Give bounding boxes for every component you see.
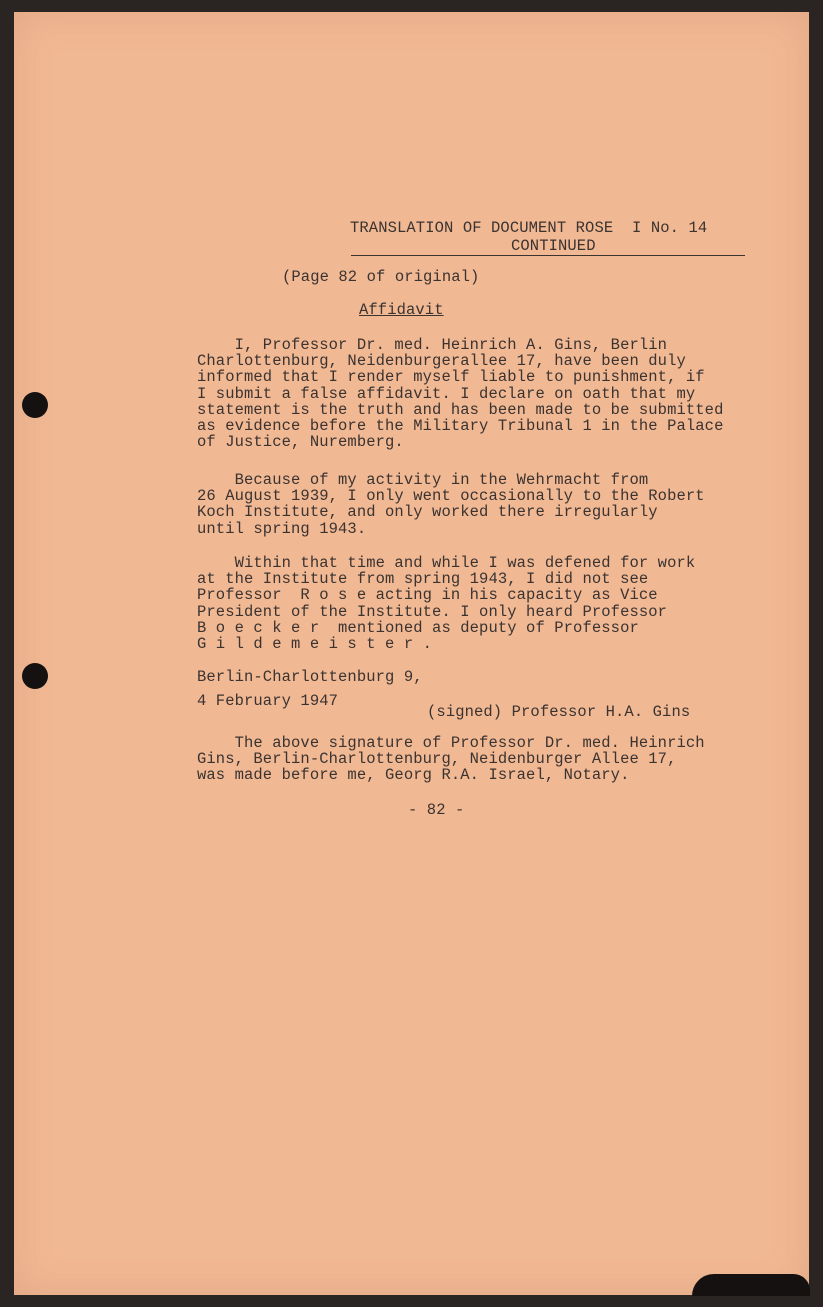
paragraph-institute: Within that time and while I was defened for work at the Institute from spring 1943, I did not see Professor R o s e acting in his capacity as Vice President of the Institute. I only heard Professor B o e c k e r mentioned as deputy of Professor G i l d e m e i s t e r . — [197, 554, 696, 654]
paragraph-wehrmacht-activity: Because of my activity in the Wehrmacht from 26 August 1939, I only went occasionally to the Robert Koch Institute, and only worked there irregularly until spring 1943. — [197, 471, 705, 538]
date-line: 4 February 1947 — [197, 692, 339, 710]
corner-damage — [692, 1274, 810, 1296]
affidavit-title: Affidavit — [359, 301, 444, 319]
paragraph-declaration: I, Professor Dr. med. Heinrich A. Gins, Berlin Charlottenburg, Neidenburgerallee 17, have been duly informed that I render myself liable to punishment, if I submit a false affidavit. I declare on oath that my statement is the truth and has been made to be submitted as evidence before the Military Tribunal 1 in the Palace of Justice, Nuremberg. — [197, 336, 724, 452]
punch-hole-upper — [22, 392, 48, 418]
page-number: - 82 - — [408, 801, 465, 819]
signature-line: (signed) Professor H.A. Gins — [427, 703, 691, 721]
document-page — [14, 12, 809, 1295]
heading-underline — [351, 255, 745, 256]
document-heading-continued: CONTINUED — [511, 237, 596, 255]
document-heading: TRANSLATION OF DOCUMENT ROSE I No. 14 — [350, 219, 708, 237]
page-reference: (Page 82 of original) — [282, 268, 480, 286]
punch-hole-lower — [22, 663, 48, 689]
place-line: Berlin-Charlottenburg 9, — [197, 668, 423, 686]
notary-attestation: The above signature of Professor Dr. med. Heinrich Gins, Berlin-Charlottenburg, Neidenburger Allee 17, was made before me, Georg R.A. Israel, Notary. — [197, 734, 705, 785]
